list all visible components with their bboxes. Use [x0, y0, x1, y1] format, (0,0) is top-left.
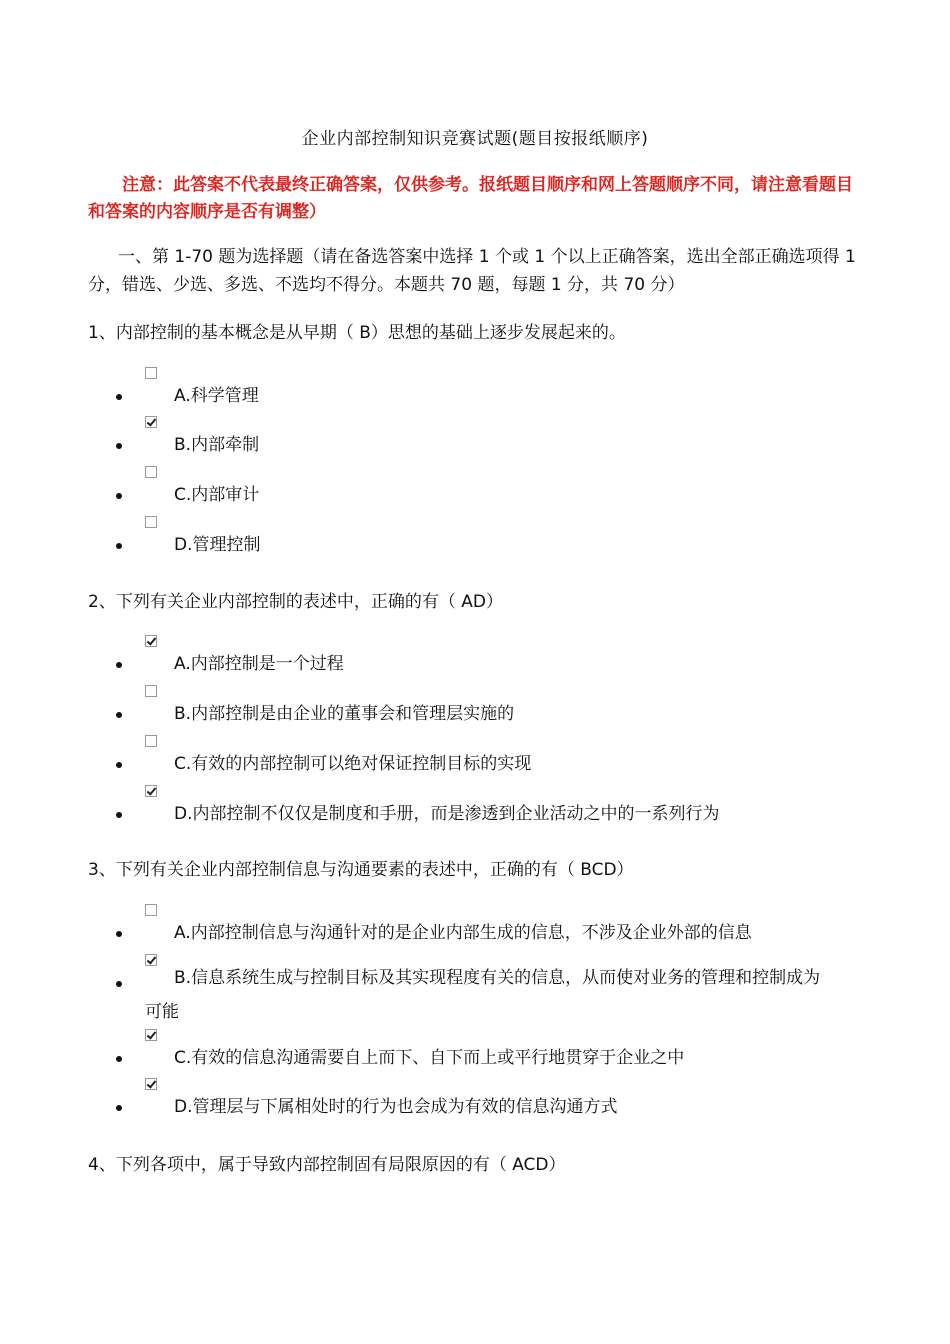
checkbox-1b[interactable] [145, 416, 157, 428]
option-3a[interactable] [0, 904, 950, 944]
option-1d[interactable] [0, 516, 950, 556]
option-3b[interactable] [0, 954, 950, 1024]
checkbox-2d[interactable] [145, 785, 157, 797]
option-2d[interactable] [0, 785, 950, 825]
bullet-icon [116, 1105, 122, 1111]
option-label: C.内部审计 [174, 485, 260, 505]
option-1c[interactable] [0, 466, 950, 506]
checkbox-3c[interactable] [145, 1029, 157, 1041]
bullet-icon [116, 662, 122, 668]
option-label: B.信息系统生成与控制目标及其实现程度有关的信息，从而使对业务的管理和控制成为可能 [145, 968, 821, 1022]
checkbox-2a[interactable] [145, 635, 157, 647]
bullet-icon [116, 931, 122, 937]
option-1b[interactable] [0, 416, 950, 456]
bullet-icon [116, 394, 122, 400]
page-title: 企业内部控制知识竞赛试题(题目按报纸顺序) [301, 129, 649, 149]
option-label: B.内部控制是由企业的董事会和管理层实施的 [174, 704, 515, 724]
checkbox-2c[interactable] [145, 735, 157, 747]
notice-text: 注意：此答案不代表最终正确答案，仅供参考。报纸题目顺序和网上答题顺序不同，请注意看题目和答案的内容顺序是否有调整） [88, 175, 853, 222]
option-label: A.内部控制是一个过程 [174, 654, 344, 674]
option-label: D.内部控制不仅仅是制度和手册，而是渗透到企业活动之中的一系列行为 [174, 804, 720, 824]
option-3c[interactable] [0, 1029, 950, 1069]
option-2c[interactable] [0, 735, 950, 775]
question-2: 2、下列有关企业内部控制的表述中，正确的有（ AD） [88, 592, 503, 612]
bullet-icon [116, 762, 122, 768]
option-label: A.科学管理 [174, 386, 259, 406]
bullet-icon [116, 543, 122, 549]
question-4: 4、下列各项中，属于导致内部控制固有局限原因的有（ ACD） [88, 1155, 566, 1175]
bullet-icon [116, 981, 122, 987]
checkbox-3a[interactable] [145, 904, 157, 916]
bullet-icon [116, 812, 122, 818]
checkbox-3d[interactable] [145, 1078, 157, 1090]
checkbox-1d[interactable] [145, 516, 157, 528]
option-1a[interactable] [0, 367, 950, 407]
section-instructions: 一、第 1-70 题为选择题（请在备选答案中选择 1 个或 1 个以上正确答案，选出全部正确选项得 1 分，错选、少选、多选、不选均不得分。本题共 70 题，每题 1 分，共 70 分） [88, 247, 856, 295]
bullet-icon [116, 1056, 122, 1062]
option-2b[interactable] [0, 685, 950, 725]
checkbox-1c[interactable] [145, 466, 157, 478]
question-1: 1、内部控制的基本概念是从早期（ B）思想的基础上逐步发展起来的。 [88, 323, 626, 343]
option-3d[interactable] [0, 1078, 950, 1118]
option-2a[interactable] [0, 635, 950, 675]
option-label: D.管理控制 [174, 535, 261, 555]
option-label: B.内部牵制 [174, 435, 260, 455]
option-label: D.管理层与下属相处时的行为也会成为有效的信息沟通方式 [174, 1097, 618, 1117]
option-label: C.有效的信息沟通需要自上而下、自下而上或平行地贯穿于企业之中 [174, 1048, 685, 1068]
bullet-icon [116, 712, 122, 718]
option-label: A.内部控制信息与沟通针对的是企业内部生成的信息，不涉及企业外部的信息 [174, 923, 752, 943]
option-label: C.有效的内部控制可以绝对保证控制目标的实现 [174, 754, 532, 774]
bullet-icon [116, 493, 122, 499]
checkbox-2b[interactable] [145, 685, 157, 697]
bullet-icon [116, 443, 122, 449]
question-3: 3、下列有关企业内部控制信息与沟通要素的表述中，正确的有（ BCD） [88, 860, 634, 880]
checkbox-1a[interactable] [145, 367, 157, 379]
